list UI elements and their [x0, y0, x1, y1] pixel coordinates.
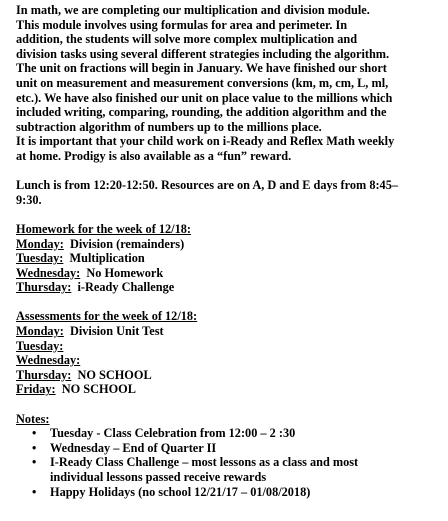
- assessments-heading: Assessments for the week of 12/18:: [16, 309, 198, 324]
- homework-text: i-Ready Challenge: [71, 280, 175, 295]
- schedule-line: Lunch is from 12:20-12:50. Resources are on A, D and E days from 8:45–: [16, 178, 399, 193]
- assessments-section: [16, 309, 442, 397]
- assessment-item: [16, 353, 442, 368]
- day-label: Monday:: [16, 324, 64, 339]
- note-text: Happy Holidays (no school 12/21/17 – 01/08/2018): [50, 484, 311, 499]
- homework-heading: Homework for the week of 12/18:: [16, 221, 191, 236]
- assessment-item: [16, 339, 442, 354]
- homework-item: [16, 237, 442, 252]
- note-item: [16, 485, 442, 500]
- homework-text: No Homework: [80, 265, 164, 280]
- intro-line: addition, the students will solve more complex multiplication and: [16, 32, 358, 47]
- assessment-text: NO SCHOOL: [55, 382, 136, 397]
- day-label: Friday:: [16, 382, 56, 397]
- homework-section: [16, 222, 442, 295]
- note-item: [16, 455, 442, 484]
- intro-line: at home. Prodigy is also available as a “fun” reward.: [16, 148, 292, 163]
- intro-line: It is important that your child work on i-Ready and Reflex Math weekly: [16, 134, 395, 149]
- homework-item: [16, 266, 442, 281]
- intro-line: In math, we are completing our multiplication and division module.: [16, 3, 370, 17]
- intro-paragraph: [16, 3, 442, 164]
- note-text: Wednesday – End of Quarter II: [50, 440, 217, 455]
- notes-list: [16, 426, 442, 499]
- homework-item: [16, 251, 442, 266]
- spacer: [16, 295, 442, 310]
- notes-heading: Notes:: [16, 411, 50, 426]
- schedule-paragraph: [16, 178, 442, 207]
- assessment-text: Division Unit Test: [63, 324, 164, 339]
- day-label: Tuesday:: [16, 338, 64, 353]
- intro-line: included writing, comparing, rounding, the addition algorithm and the: [16, 105, 387, 120]
- day-label: Thursday:: [16, 367, 72, 382]
- assessment-item: [16, 368, 442, 383]
- homework-item: [16, 280, 442, 295]
- spacer: [16, 397, 442, 412]
- intro-line: This module involves using formulas for area and perimeter. In: [16, 17, 348, 32]
- bullet-icon: •: [32, 440, 37, 455]
- intro-line: subtraction algorithm of numbers up to the millions place.: [16, 119, 322, 134]
- schedule-line: 9:30.: [16, 192, 42, 207]
- bullet-icon: •: [32, 426, 37, 441]
- spacer: [16, 164, 442, 179]
- day-label: Wednesday:: [16, 353, 81, 368]
- note-text: Tuesday - Class Celebration from 12:00 – 2 :30: [50, 426, 296, 441]
- homework-text: Division (remainders): [63, 236, 185, 251]
- note-item: [16, 441, 442, 456]
- intro-line: unit on measurement and measurement conversions (km, m, cm, L, ml,: [16, 75, 389, 90]
- bullet-icon: •: [32, 455, 37, 470]
- intro-line: division tasks using several different strategies including the algorithm.: [16, 46, 390, 61]
- day-label: Monday:: [16, 236, 64, 251]
- assessment-text: NO SCHOOL: [71, 367, 152, 382]
- intro-line: etc.). We have also finished our unit on place value to the millions which: [16, 90, 393, 105]
- day-label: Thursday:: [16, 280, 72, 295]
- day-label: Tuesday:: [16, 251, 64, 266]
- assessment-item: [16, 382, 442, 397]
- note-text: I-Ready Class Challenge – most lessons as a class and most individual lessons passed receive rewards: [50, 455, 359, 484]
- assessment-item: [16, 324, 442, 339]
- notes-section: [16, 412, 442, 500]
- intro-line: The unit on fractions will begin in January. We have finished our short: [16, 61, 387, 76]
- day-label: Wednesday:: [16, 265, 81, 280]
- homework-text: Multiplication: [63, 251, 145, 266]
- spacer: [16, 207, 442, 222]
- bullet-icon: •: [32, 484, 37, 499]
- note-item: [16, 426, 442, 441]
